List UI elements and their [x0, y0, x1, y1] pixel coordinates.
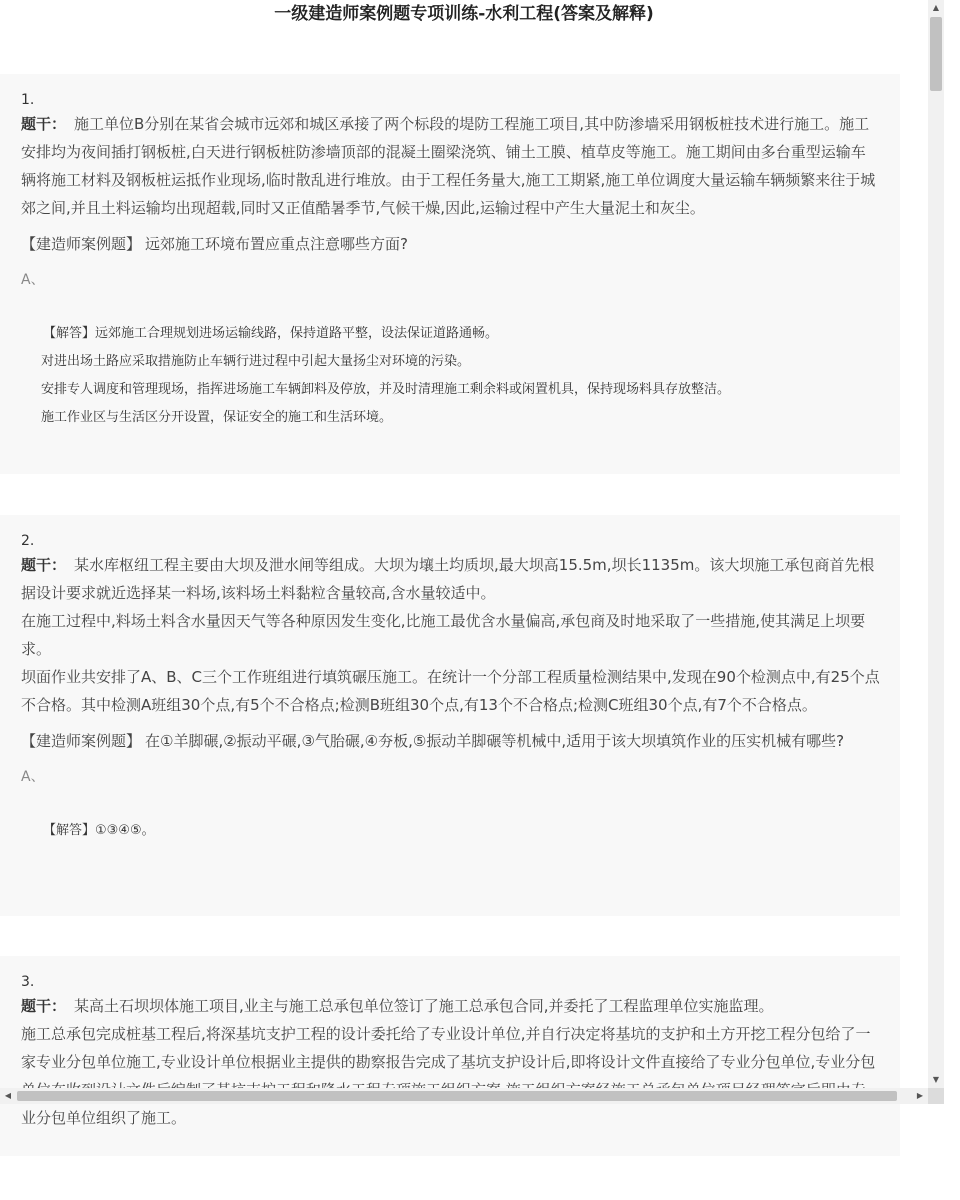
- page-title: 一级建造师案例题专项训练-水利工程(答案及解释): [274, 4, 654, 24]
- stem-label: 题干：: [21, 115, 67, 133]
- stem-paragraph: 在施工过程中,料场土料含水量因天气等各种原因发生变化,比施工最优含水量偏高,承包商及时地采取了一些措施,使其满足上坝要求。: [21, 612, 866, 658]
- scroll-down-arrow-icon[interactable]: ▼: [932, 1075, 940, 1084]
- stem-text: 某高土石坝坝体施工项目,业主与施工总承包单位签订了施工总承包合同,并委托了工程监理单位实施监理。: [74, 997, 774, 1015]
- question-number: 3.: [21, 974, 35, 990]
- question-tag: 【建造师案例题】: [21, 732, 142, 750]
- question-stem: [21, 992, 880, 1020]
- stem-paragraph: 施工总承包完成桩基工程后,将深基坑支护工程的设计委托给了专业设计单位,并自行决定将基坑的支护和土方开挖工程分包给了一家专业分包单位施工,专业设计单位根据业主提供的勘察报告完成了基坑支护设计后,即将设计文件直接给了专业分包单位,专业分包 业分包单位组织了施工。: [21, 1025, 876, 1127]
- stem-label: 题干：: [21, 556, 67, 574]
- answer-option[interactable]: A、: [21, 272, 45, 288]
- question-stem: [21, 551, 880, 607]
- case-question: [21, 230, 880, 258]
- stem-text: 某水库枢纽工程主要由大坝及泄水闸等组成。大坝为壤土均质坝,最大坝高15.5m,坝长1135m。该大坝施工承包商首先根据设计要求就近选择某一料场,该料场土料黏粒含量较高,含水量较适中。: [21, 556, 875, 602]
- question-card-2: [0, 515, 900, 916]
- question-card-3: [0, 956, 900, 1156]
- answer-line: 施工作业区与生活区分开设置，保证安全的施工和生活环境。: [41, 410, 393, 425]
- scrollbar-corner: [928, 1088, 944, 1104]
- case-question: [21, 727, 880, 755]
- answer-line: 【解答】①③④⑤。: [43, 823, 155, 838]
- question-number: 2.: [21, 533, 35, 549]
- answer-line: 对进出场土路应采取措施防止车辆行进过程中引起大量扬尘对环境的污染。: [41, 354, 471, 369]
- question-tag: 【建造师案例题】: [21, 235, 142, 253]
- vertical-scroll-thumb[interactable]: [930, 17, 942, 91]
- scroll-up-arrow-icon[interactable]: ▲: [932, 3, 940, 12]
- stem-label: 题干：: [21, 997, 67, 1015]
- scroll-left-arrow-icon[interactable]: ◀: [4, 1091, 12, 1100]
- question-card-1: [0, 74, 900, 474]
- answer-line: 安排专人调度和管理现场，指挥进场施工车辆卸料及停放，并及时清理施工剩余料或闲置机具，保持现场料具存放整洁。: [41, 382, 731, 397]
- answer-line: 【解答】远郊施工合理规划进场运输线路，保持道路平整，设法保证道路通畅。: [43, 326, 499, 341]
- answer-option[interactable]: A、: [21, 769, 45, 785]
- stem-text: 施工单位B分别在某省会城市远郊和城区承接了两个标段的堤防工程施工项目,其中防渗墙采用钢板桩技术进行施工。施工安排均为夜间插打钢板桩,白天进行钢板桩防渗墙顶部的混凝土圈梁浇筑、铺土工膜、植草皮等施工。施工期间由多台重型运输车辆将施工材料及钢板桩运抵作业现场,临时散乱进行堆放。由于工程任务量大,施工工期紧,施工单位调度大量运输车辆频繁来往于城郊之间,并且土料运输均出现超载,同时又正值酷暑季节,气候干燥,因此,运输过程中产生大量泥土和灰尘。: [21, 115, 876, 217]
- vertical-scrollbar[interactable]: [928, 0, 944, 1088]
- question-stem: [21, 110, 880, 222]
- answer-block: [41, 817, 880, 845]
- question-text: 远郊施工环境布置应重点注意哪些方面?: [145, 235, 408, 253]
- horizontal-scrollbar[interactable]: [0, 1088, 928, 1104]
- answer-block: [41, 320, 880, 432]
- horizontal-scroll-thumb[interactable]: [17, 1091, 897, 1101]
- scroll-right-arrow-icon[interactable]: ▶: [916, 1091, 924, 1100]
- question-number: 1.: [21, 92, 35, 108]
- question-text: 在①羊脚碾,②振动平碾,③气胎碾,④夯板,⑤振动羊脚碾等机械中,适用于该大坝填筑作业的压实机械有哪些?: [145, 732, 845, 750]
- stem-paragraph: 坝面作业共安排了A、B、C三个工作班组进行填筑碾压施工。在统计一个分部工程质量检测结果中,发现在90个检测点中,有25个点不合格。其中检测A班组30个点,有5个不合格点;检测B班组30个点,有13个不合格点;检测C班组30个点,有7个不合格点。: [21, 668, 880, 714]
